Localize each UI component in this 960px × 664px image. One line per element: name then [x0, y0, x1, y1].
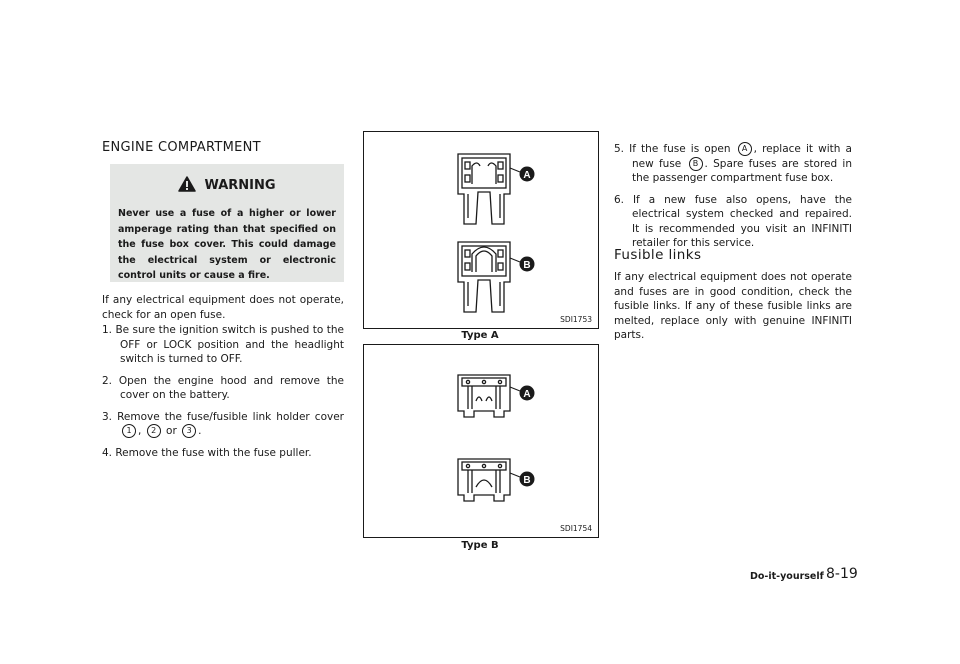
callout-2: 2	[147, 424, 161, 438]
warning-box	[110, 164, 344, 282]
page-number: 8-19	[826, 566, 858, 582]
fusible-links-paragraph: If any electrical equipment does not operate and fuses are in good condition, check the fusible links. If any of these fusible links are melted, replace only with genuine INFINITI parts.	[614, 271, 852, 341]
fuse-a-open	[458, 154, 510, 224]
warning-title	[110, 176, 344, 193]
fuse-label-b: B	[523, 260, 531, 271]
step-3-end: .	[198, 425, 202, 437]
fuse-type-a-illustration	[364, 132, 598, 328]
step-3	[102, 410, 344, 439]
figure-caption: Type B	[461, 540, 499, 551]
step-5-text: 5. If the fuse is open	[614, 143, 731, 155]
warning-text: Never use a fuse of a higher or lower amperage rating than that specified on the fuse box cover. This could damage the electrical system or electronic control units or cause a fire.	[118, 208, 336, 281]
step-3-or: or	[166, 425, 177, 437]
step-3-text: 3. Remove the fuse/fusible link holder cover	[102, 410, 344, 423]
callout-3: 3	[182, 424, 196, 438]
intro-paragraph: If any electrical equipment does not operate, check for an open fuse.	[102, 294, 344, 321]
step-6: 6. If a new fuse also opens, have the electrical system checked and repaired. It is recommended you visit an INFINITI retailer for this service.	[614, 193, 852, 249]
step-5-mid: , replace it with a new fuse	[632, 143, 852, 170]
warning-triangle-icon	[178, 176, 196, 192]
fuse-b-good	[458, 459, 510, 501]
fusible-links-heading: Fusible links	[614, 247, 702, 263]
step-5-end: . Spare fuses are stored in the passenger compartment fuse box.	[632, 157, 852, 184]
figure-code: SDI1754	[560, 524, 592, 533]
step-5	[614, 142, 852, 186]
fuse-type-b-illustration	[364, 345, 598, 537]
fuse-label-a: A	[523, 389, 531, 400]
callout-b: B	[689, 157, 703, 171]
fuse-a-open	[458, 375, 510, 417]
step-4: 4. Remove the fuse with the fuse puller.	[102, 446, 312, 459]
step-1: 1. Be sure the ignition switch is pushed to the OFF or LOCK position and the headlight switch is turned to OFF.	[102, 324, 344, 365]
figure-code: SDI1753	[560, 315, 592, 324]
step-3-separator: ,	[138, 425, 142, 437]
warning-title-text: WARNING	[204, 178, 276, 193]
fuse-label-a: A	[523, 170, 531, 181]
steps-list-right	[614, 142, 852, 258]
figure-type-a	[363, 131, 599, 329]
section-heading: ENGINE COMPARTMENT	[102, 140, 261, 155]
footer-section-label: Do-it-yourself	[750, 571, 824, 582]
figure-type-b	[363, 344, 599, 538]
callout-1: 1	[122, 424, 136, 438]
steps-list-left	[102, 323, 344, 467]
step-2: 2. Open the engine hood and remove the cover on the battery.	[102, 374, 344, 401]
figure-caption: Type A	[461, 330, 499, 341]
fuse-b-good	[458, 242, 510, 312]
fuse-label-b: B	[523, 475, 531, 486]
callout-a: A	[738, 142, 752, 156]
